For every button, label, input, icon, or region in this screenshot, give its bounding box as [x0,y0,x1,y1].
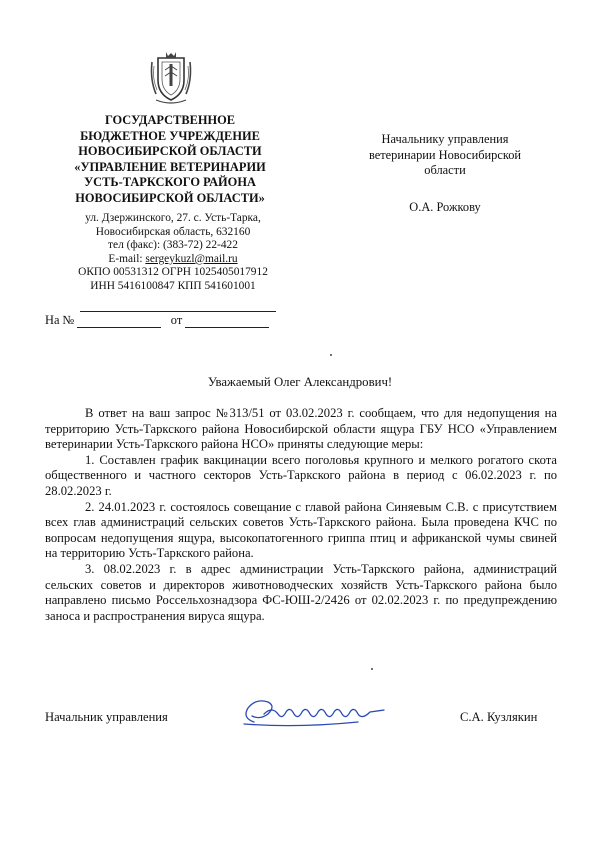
address-street: ул. Дзержинского, 27. с. Усть-Тарка, [85,212,261,224]
org-line: «УПРАВЛЕНИЕ ВЕТЕРИНАРИИ [74,159,266,174]
address-codes-okpo: ОКПО 00531312 ОГРН 1025405017912 [78,266,268,279]
paragraph: 3. 08.02.2023 г. в адрес администрации Усть-Таркского района, администраций сельских советов и директоров животноводческих хозяйств Усть-Таркского района было направлено письмо Россельхознадзора ФС-ЮШ-2/2426 от 02.02.2023 г. по предупреждению заноса и распространения вируса ящура. [45,561,557,623]
email-label: E-mail: [108,252,146,265]
org-line: УСТЬ-ТАРКСКОГО РАЙОНА [84,175,256,190]
scan-speck [371,668,373,670]
org-line: ГОСУДАРСТВЕННОЕ [104,113,236,127]
recipient-name: О.А. Рожкову [409,200,481,214]
scan-speck [330,354,332,356]
address-region: Новосибирская область, 632160 [95,225,251,238]
address-codes-inn: ИНН 5416100847 КПП 541601001 [90,279,256,292]
coat-of-arms-icon [148,50,194,106]
paragraph: 2. 24.01.2023 г. состоялось совещание с главой района Синяевым С.В. с присутствием всех глав администраций сельских советов Усть-Таркского района. Была проведена КЧС по вопросам недопущения ящура, высокопатогенного гриппа птиц и африканской чумы свиней на территорию Усть-Таркского района. [45,499,557,561]
signer-name: С.А. Кузлякин [460,710,538,724]
letter-body [45,406,557,624]
signer-title: Начальник управления [45,710,168,724]
email-link[interactable]: sergeykuzl@mail.ru [145,252,238,265]
org-line: НОВОСИБИРСКОЙ ОБЛАСТИ» [75,190,265,205]
recipient-line: ветеринарии Новосибирской [368,147,522,162]
paragraph: 1. Составлен график вакцинации всего поголовья крупного и мелкого рогатого скота общественного и частного секторов Усть-Таркского района в период с 06.02.2023 г. по 28.02.2023 г. [45,452,557,498]
handwritten-signature [238,692,388,732]
reg-date-label: от [170,313,183,327]
org-line: НОВОСИБИРСКОЙ ОБЛАСТИ [78,144,262,159]
greeting: Уважаемый Олег Александрович! [207,375,393,389]
organization-address [48,212,298,294]
recipient-block [340,132,550,179]
recipient-line: области [424,163,466,177]
reg-date-blank [185,314,269,328]
reg-number-blank [77,314,161,328]
address-phone: тел (факс): (383-72) 22-422 [108,239,238,252]
address-email [48,253,298,267]
paragraph: В ответ на ваш запрос №313/51 от 03.02.2023 г. сообщаем, что для недопущения на территорию Усть-Таркского района Новосибирской области ящура ГБУ НСО «Управлением ветеринарии Усть-Таркского района НСО» приняты следующие меры: [45,406,557,452]
divider-line [80,311,276,312]
registration-line [45,313,269,328]
recipient-line: Начальнику управления [381,132,509,146]
reg-number-label: На № [45,313,75,327]
organization-name [50,113,290,207]
org-line: БЮДЖЕТНОЕ УЧРЕЖДЕНИЕ [80,128,260,143]
